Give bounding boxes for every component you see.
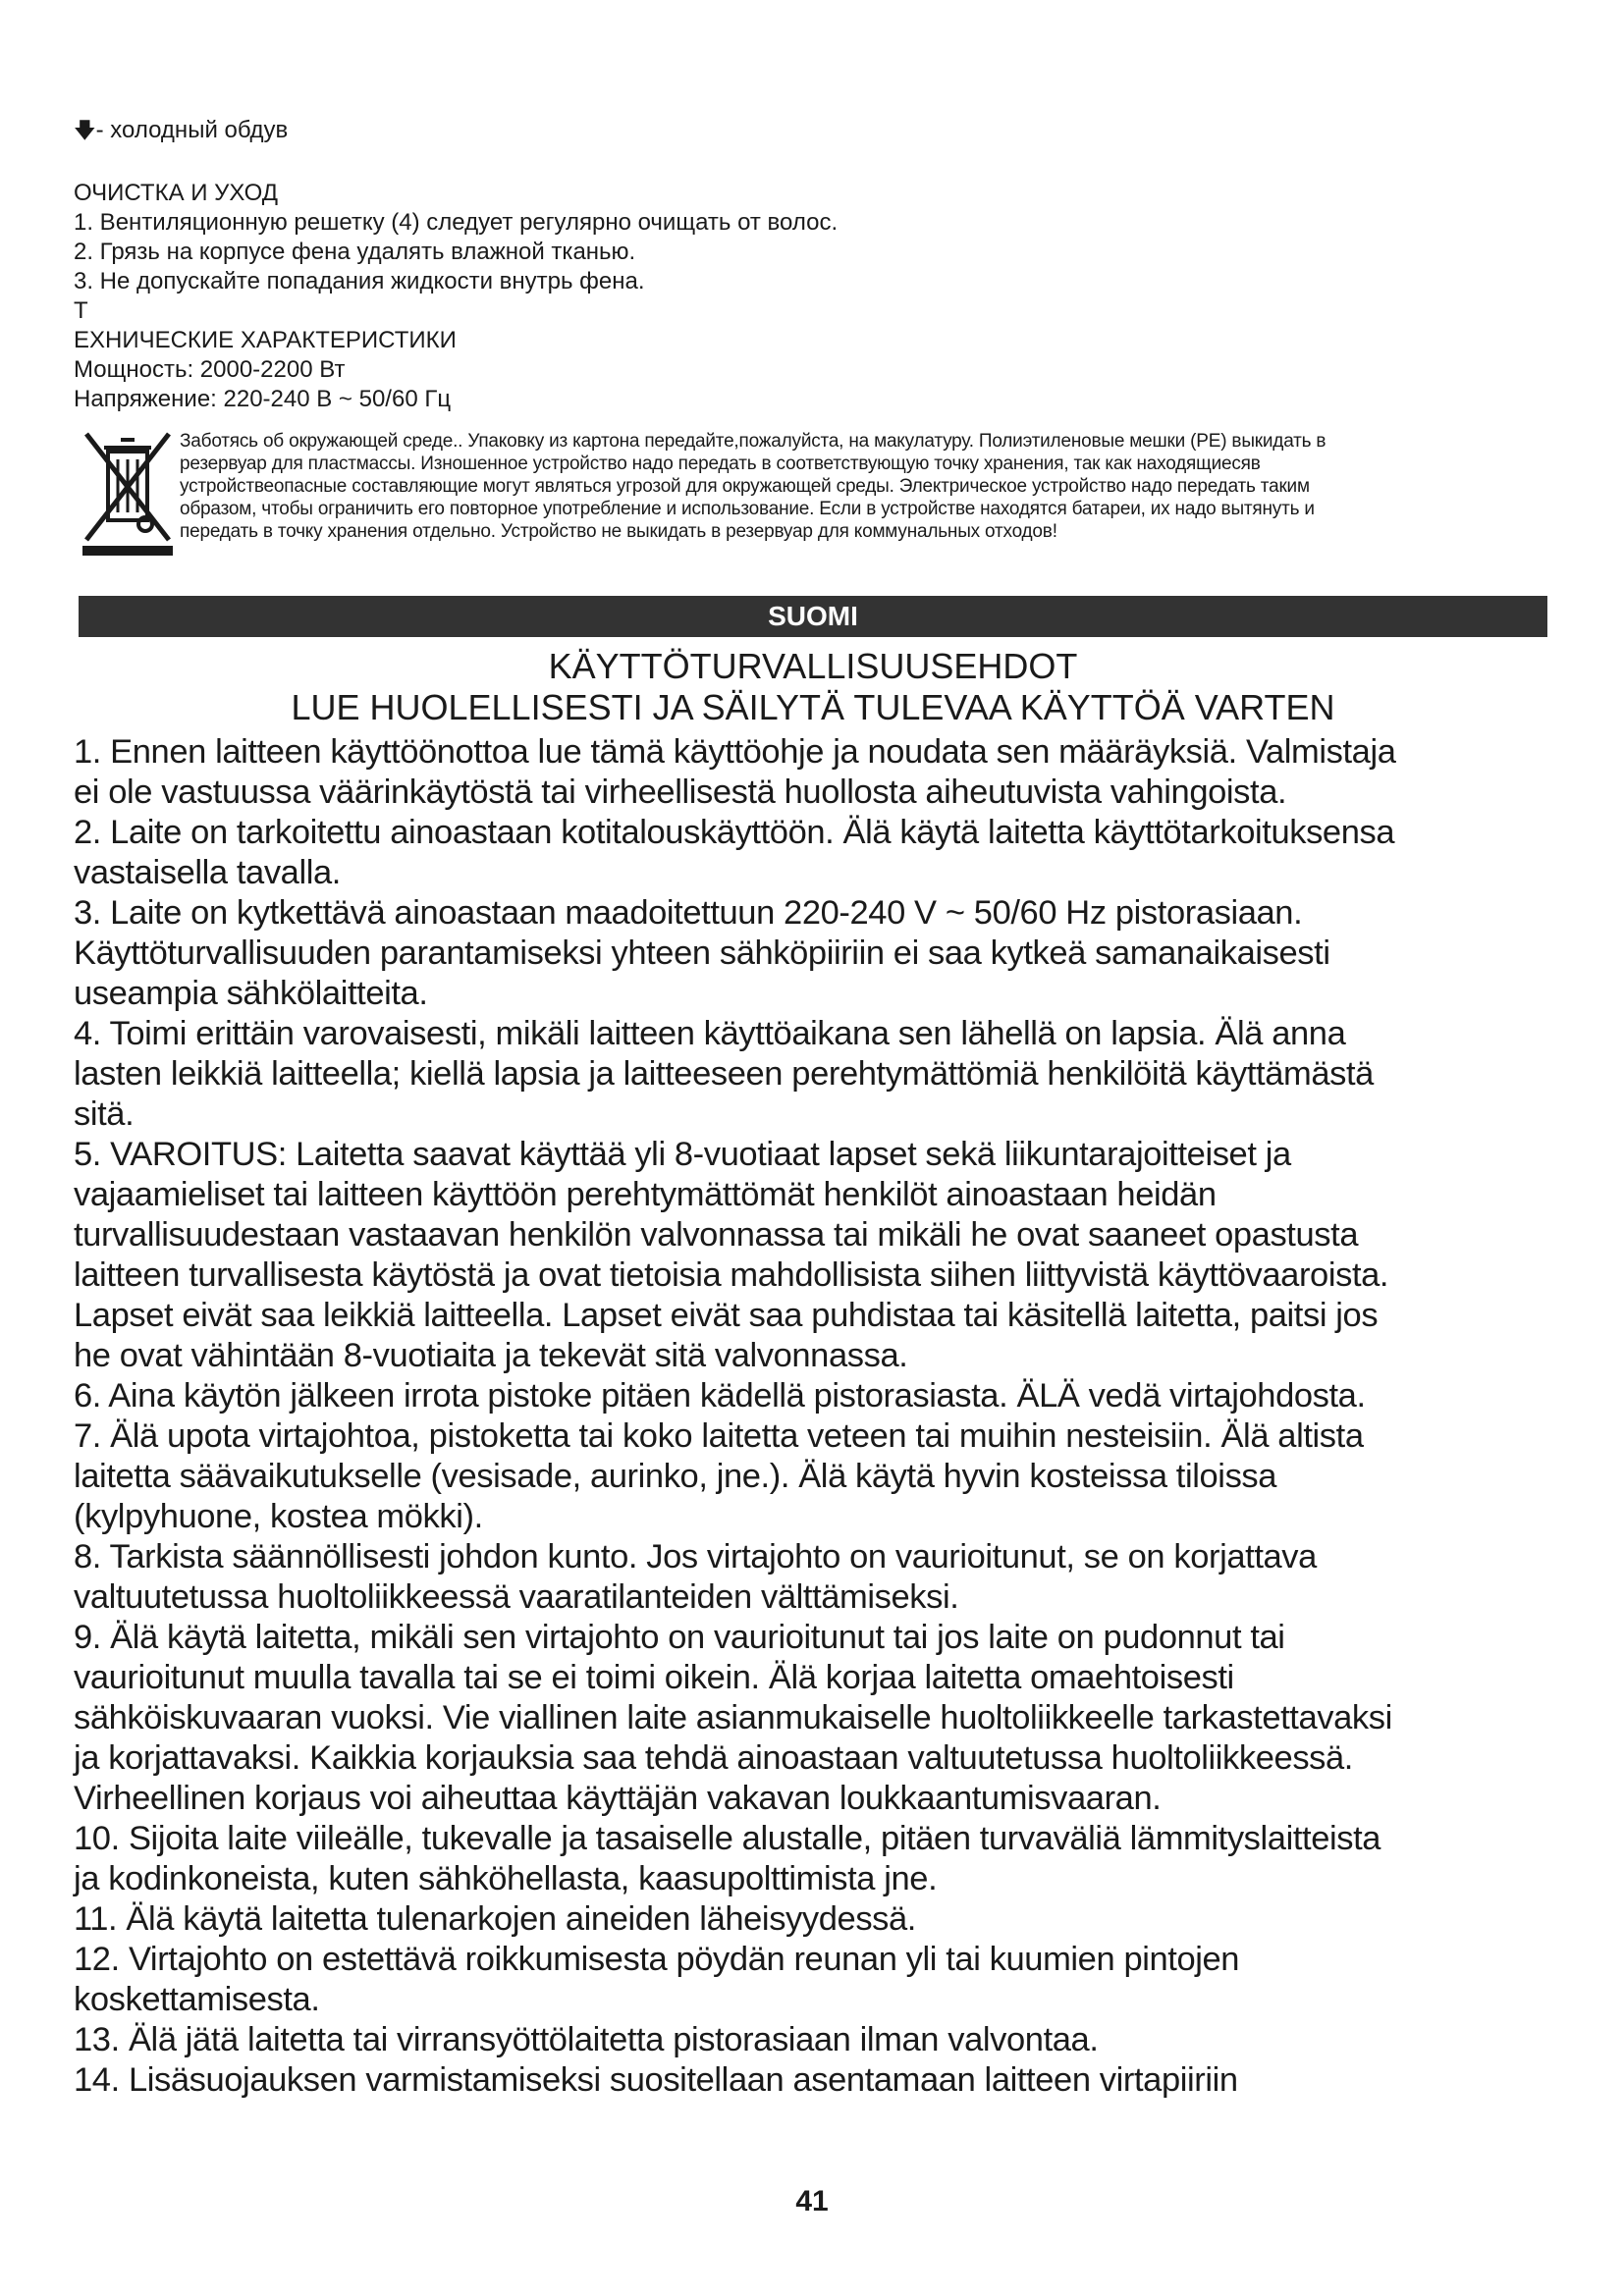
list-line: 6. Aina käytön jälkeen irrota pistoke pitäen kädellä pistorasiasta. ÄLÄ vedä virtajohdosta. — [74, 1377, 1366, 1415]
russian-section — [74, 116, 1527, 414]
crossed-bin-icon — [79, 422, 177, 560]
finnish-title — [79, 646, 1547, 728]
list-line: Käyttöturvallisuuden parantamiseksi yhteen sähköpiiriin ei saa kytkeä samanaikaisesti — [74, 934, 1330, 972]
list-line: Virheellinen korjaus voi aiheuttaa käyttäjän vakavan loukkaantumisvaaran. — [74, 1780, 1162, 1817]
weee-line: Заботясь об окружающей среде.. Упаковку из картона передайте,пожалуйста, на макулатуру. Полиэтиленовые мешки (PE) выкидать в — [180, 431, 1326, 452]
list-line: (kylpyhuone, kostea mökki). — [74, 1498, 483, 1535]
list-line: 10. Sijoita laite viileälle, tukevalle ja tasaiselle alustalle, pitäen turvaväliä lämmityslaitteista — [74, 1820, 1381, 1857]
weee-line: резервуар для пластмассы. Изношенное устройство надо передать в соответствующую точку хранения, так как находящиесяв — [180, 454, 1261, 474]
list-line: 13. Älä jätä laitetta tai virransyöttölaitetta pistorasiaan ilman valvontaa. — [74, 2021, 1099, 2058]
power-spec: Мощность: 2000-2200 Вт — [74, 356, 346, 383]
list-line: 9. Älä käytä laitetta, mikäli sen virtajohto on vaurioitunut tai jos laite on pudonnut tai — [74, 1619, 1285, 1656]
list-line: 5. VAROITUS: Laitetta saavat käyttää yli 8-vuotiaat lapset sekä liikuntarajoitteiset ja — [74, 1136, 1291, 1173]
list-line: 12. Virtajohto on estettävä roikkumisesta pöydän reunan yli tai kuumien pintojen — [74, 1941, 1240, 1978]
list-line: 3. Laite on kytkettävä ainoastaan maadoitettuun 220-240 V ~ 50/60 Hz pistorasiaan. — [74, 894, 1303, 932]
weee-line: устройствеопасные составляющие могут являться угрозой для окружающей среды. Электрическое устройство надо передать таким — [180, 476, 1310, 497]
tech-title: ЕХНИЧЕСКИЕ ХАРАКТЕРИСТИКИ — [74, 327, 457, 353]
weee-line: образом, чтобы ограничить его повторное употребление и использование. Если в устройстве находятся батареи, их надо вытянуть и — [180, 499, 1315, 519]
down-arrow-icon: 🡇 — [74, 118, 96, 142]
list-line: he ovat vähintään 8-vuotiaita ja tekevät sitä valvonnassa. — [74, 1337, 908, 1374]
list-line: 2. Laite on tarkoitettu ainoastaan kotitalouskäyttöön. Älä käytä laitetta käyttötarkoituksensa — [74, 814, 1395, 851]
finnish-title-line2: LUE HUOLELLISESTI JA SÄILYTÄ TULEVAA KÄYTTÖÄ VARTEN — [291, 687, 1335, 727]
list-line: turvallisuudestaan vastaavan henkilön valvonnassa tai mikäli he ovat saaneet opastusta — [74, 1216, 1359, 1254]
list-line: valtuutetussa huoltoliikkeessä vaaratilanteiden välttämiseksi. — [74, 1578, 959, 1616]
language-header-bar: SUOMI — [79, 596, 1547, 637]
list-line: 1. Ennen laitteen käyttöönottoa lue tämä käyttöohje ja noudata sen määräyksiä. Valmistaja — [74, 733, 1396, 771]
cleaning-item: 2. Грязь на корпусе фена удалять влажной тканью. — [74, 239, 636, 265]
list-line: sähköiskuvaaran vuoksi. Vie viallinen laite asianmukaiselle huoltoliikkeelle tarkastettavaksi — [74, 1699, 1392, 1736]
list-line: ja korjattavaksi. Kaikkia korjauksia saa tehdä ainoastaan valtuutetussa huoltoliikkeessä. — [74, 1739, 1353, 1777]
list-line: 11. Älä käytä laitetta tulenarkojen aineiden läheisyydessä. — [74, 1900, 916, 1938]
finnish-safety-list — [74, 732, 1546, 2101]
list-line: useampia sähkölaitteita. — [74, 975, 428, 1012]
weee-line: передать в точку хранения отдельно. Устройство не выкидать в резервуар для коммунальных отходов! — [180, 521, 1057, 542]
list-line: Lapset eivät saa leikkiä laitteella. Lapset eivät saa puhdistaa tai käsitellä laitetta, paitsi jos — [74, 1297, 1379, 1334]
list-line: 8. Tarkista säännöllisesti johdon kunto. Jos virtajohto on vaurioitunut, se on korjattava — [74, 1538, 1317, 1575]
weee-notice — [79, 422, 1532, 560]
cleaning-item: 1. Вентиляционную решетку (4) следует регулярно очищать от волос. — [74, 209, 839, 236]
list-line: 7. Älä upota virtajohtoa, pistoketta tai koko laitetta veteen tai muihin nesteisiin. Älä altista — [74, 1417, 1364, 1455]
list-line: vastaisella tavalla. — [74, 854, 341, 891]
weee-text — [180, 430, 1544, 543]
list-line: laitteen turvallisesta käytöstä ja ovat tietoisia mahdollisista siihen liittyvistä käyttövaaroista. — [74, 1256, 1389, 1294]
list-line: 14. Lisäsuojauksen varmistamiseksi suositellaan asentamaan laitteen virtapiiriin — [74, 2061, 1238, 2099]
finnish-title-line1: KÄYTTÖTURVALLISUUSEHDOT — [548, 646, 1078, 686]
list-line: laitetta säävaikutukselle (vesisade, aurinko, jne.). Älä käytä hyvin kosteissa tiloissa — [74, 1458, 1277, 1495]
list-line: ei ole vastuussa väärinkäytöstä tai virheellisestä huollosta aiheutuvista vahingoista. — [74, 774, 1287, 811]
list-line: sitä. — [74, 1095, 135, 1133]
list-line: vaurioitunut muulla tavalla tai se ei toimi oikein. Älä korjaa laitetta omaehtoisesti — [74, 1659, 1234, 1696]
list-line: 4. Toimi erittäin varovaisesti, mikäli laitteen käyttöaikana sen lähellä on lapsia. Älä anna — [74, 1015, 1346, 1052]
cleaning-item: 3. Не допускайте попадания жидкости внутрь фена. — [74, 268, 645, 294]
list-line: ja kodinkoneista, kuten sähköhellasta, kaasupolttimista jne. — [74, 1860, 938, 1897]
cleaning-title: ОЧИСТКА И УХОД — [74, 180, 279, 206]
cold-air-text: - холодный обдув — [95, 117, 289, 143]
voltage-spec: Напряжение: 220-240 В ~ 50/60 Гц — [74, 386, 452, 412]
cold-air-line — [74, 116, 1527, 145]
list-line: koskettamisesta. — [74, 1981, 320, 2018]
tech-title-letter: Т — [74, 297, 88, 324]
page-number: 41 — [795, 2185, 829, 2217]
list-line: lasten leikkiä laitteella; kiellä lapsia ja laitteeseen perehtymättömiä henkilöitä käyttämästä — [74, 1055, 1374, 1093]
list-line: vajaamieliset tai laitteen käyttöön perehtymättömät henkilöt ainoastaan heidän — [74, 1176, 1217, 1213]
